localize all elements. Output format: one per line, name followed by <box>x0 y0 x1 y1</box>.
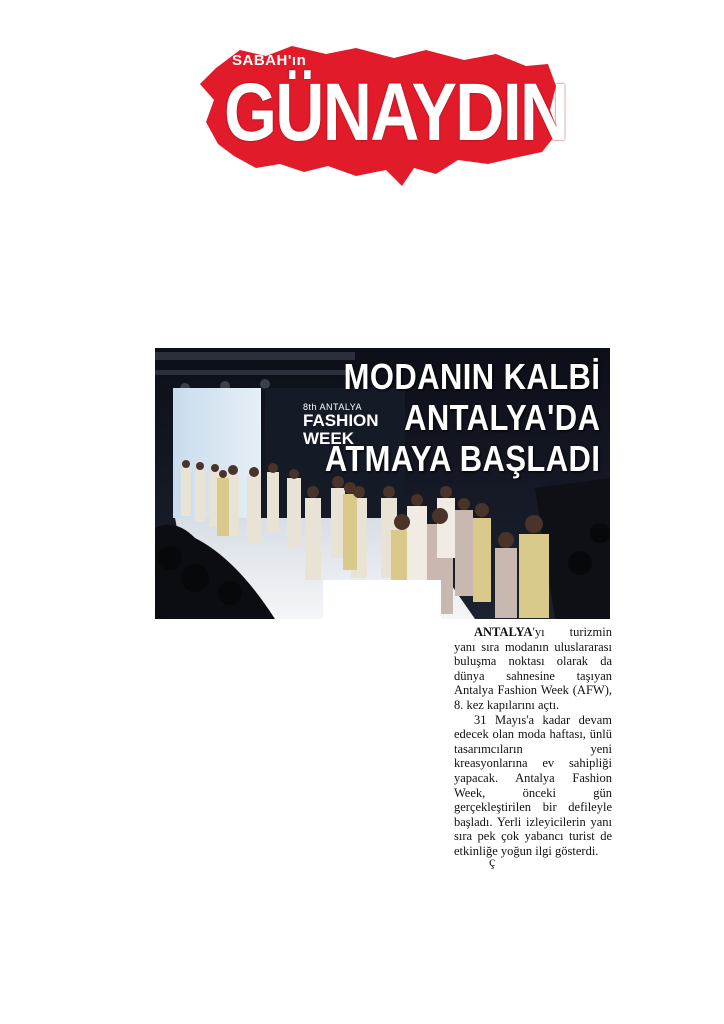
screen-logo-edition: 8th ANTALYA <box>303 402 363 412</box>
screen-logo-line2: WEEK <box>303 428 354 448</box>
article-lead-word: ANTALYA <box>474 625 533 639</box>
brand-label: SABAH'ın <box>232 52 307 69</box>
newspaper-title: GÜNAYDIN <box>224 67 568 158</box>
article-paragraph-1 <box>454 625 612 713</box>
article-paragraph-1-text: 'yı turizmin yanı sıra modanın uluslararası buluşma noktası olarak da dünya sahnesine taşıyan Antalya Fashion Week (AFW), 8. kez kapılarını açtı. <box>454 625 612 712</box>
masthead-logo <box>196 40 568 190</box>
photo-blank-patch <box>323 580 441 619</box>
photo-headline <box>324 356 600 479</box>
headline-line-2: ANTALYA'DA <box>403 397 600 439</box>
article-body <box>454 625 612 859</box>
article-paragraph-2: 31 Mayıs'a kadar devam edecek olan moda haftası, ünlü tasarımcıların yeni kreasyonlarına ev sahipliği yapacak. Antalya Fashion Week, önceki gün gerçekleştirilen bir defileyle başladı. Yerli izleyicilerin yanı sıra pek çok yabancı turist de etkinliğe yoğun ilgi gösterdi. <box>454 712 612 858</box>
headline-line-1: MODANIN KALBİ <box>343 356 600 397</box>
headline-line-3: ATMAYA BAŞLADI <box>324 438 600 480</box>
article-end-mark: ç <box>489 855 496 870</box>
screen-logo-line1: FASHION <box>303 411 379 430</box>
runway-photo <box>155 348 610 619</box>
